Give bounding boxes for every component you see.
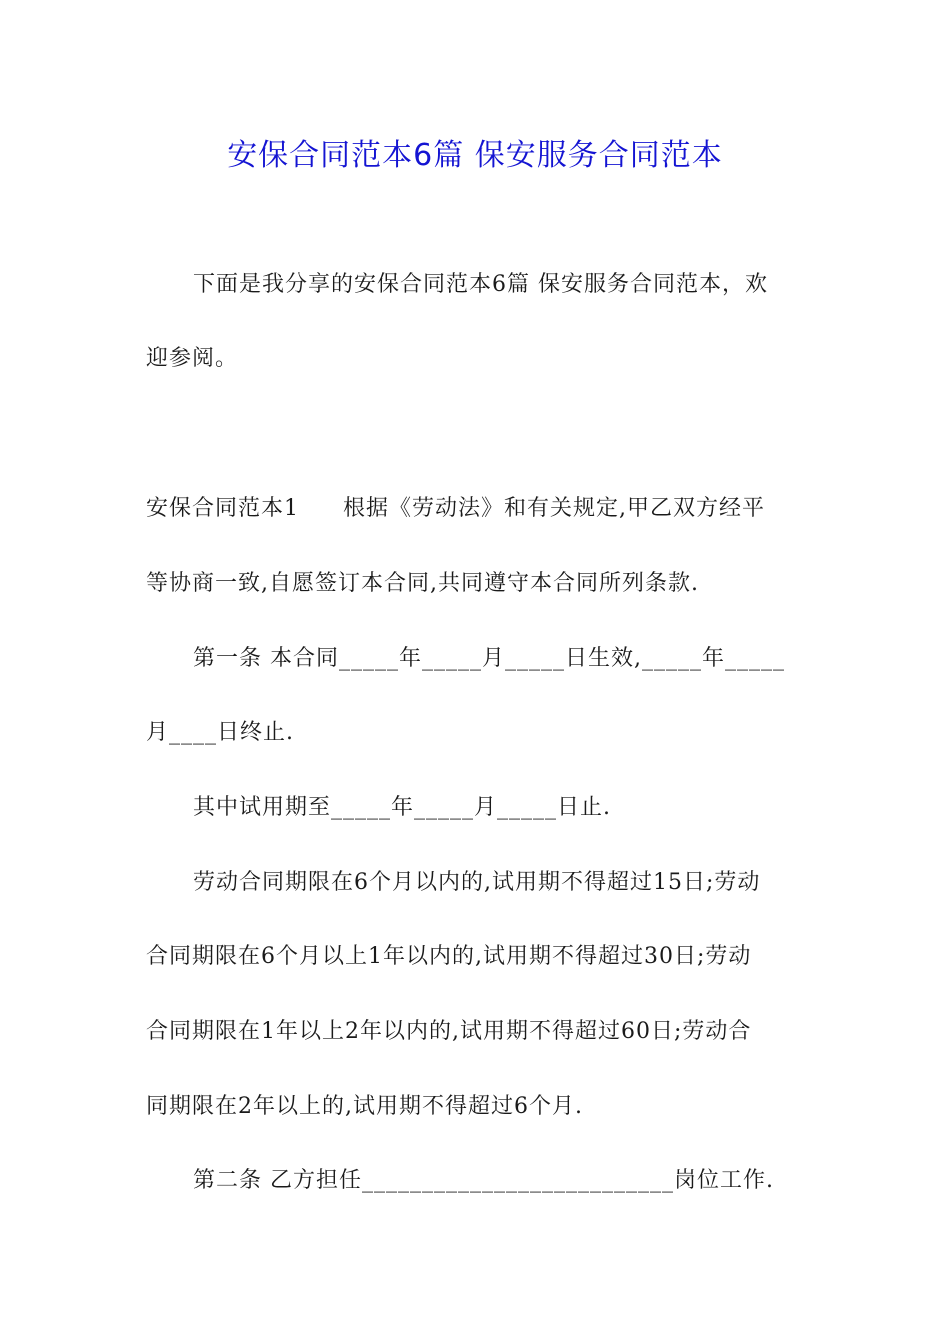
term-line-4: 同期限在2年以上的,试用期不得超过6个月. (146, 1094, 583, 1119)
section-label: 安保合同范本1 (146, 496, 299, 521)
intro-line-2: 迎参阅。 (146, 346, 239, 371)
article1-line-2: 月____日终止. (146, 720, 294, 745)
document-title: 安保合同范本6篇 保安服务合同范本 (227, 138, 723, 173)
article2-line: 第二条 乙方担任__________________________岗位工作. (193, 1168, 774, 1193)
article1-line-1: 第一条 本合同_____年_____月_____日生效,_____年_____ (193, 646, 785, 671)
section-line-1 (146, 494, 765, 524)
term-line-3: 合同期限在1年以上2年以内的,试用期不得超过60日;劳动合 (146, 1019, 752, 1044)
probation-line: 其中试用期至_____年_____月_____日止. (193, 795, 611, 820)
section-line-1-text: 根据《劳动法》和有关规定,甲乙双方经平 (343, 496, 765, 521)
term-line-2: 合同期限在6个月以上1年以内的,试用期不得超过30日;劳动 (146, 944, 752, 969)
term-line-1: 劳动合同期限在6个月以内的,试用期不得超过15日;劳动 (193, 870, 761, 895)
section-line-2: 等协商一致,自愿签订本合同,共同遵守本合同所列条款. (146, 571, 699, 596)
intro-line-1: 下面是我分享的安保合同范本6篇 保安服务合同范本，欢 (193, 272, 768, 297)
